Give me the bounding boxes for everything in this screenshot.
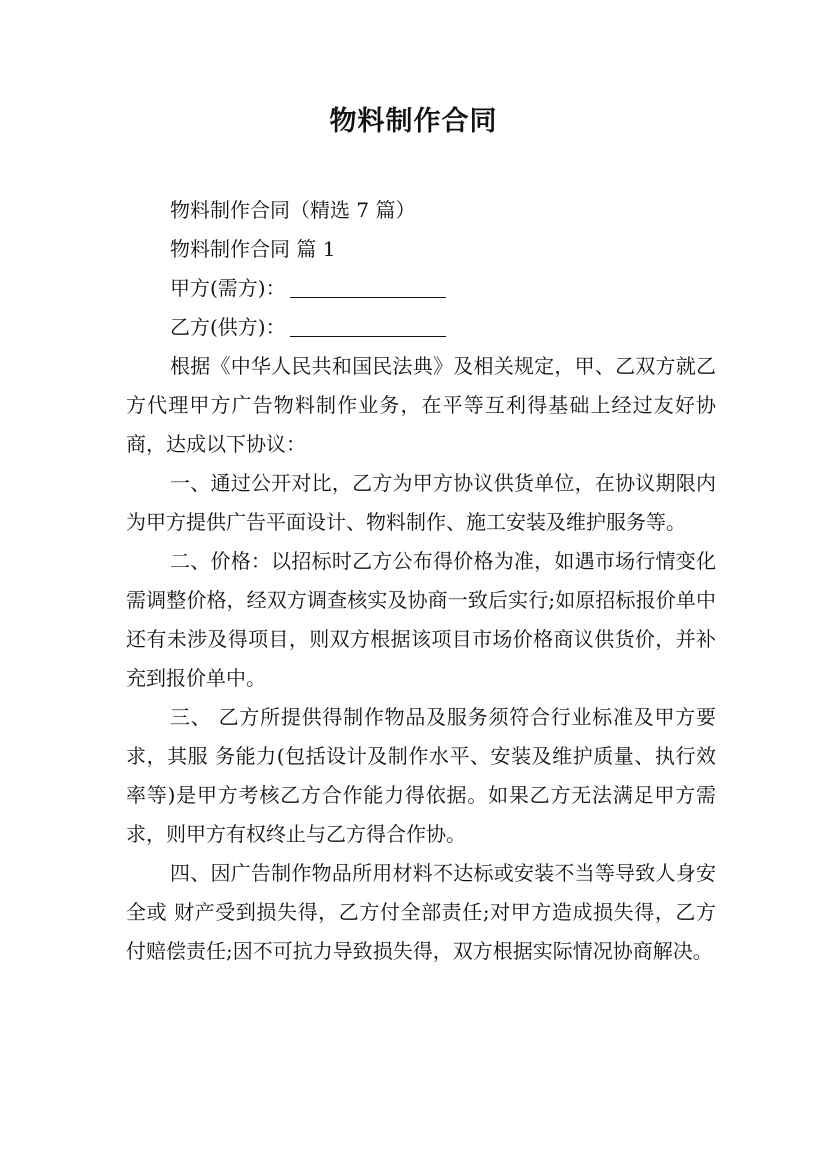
party-a-blank	[290, 275, 446, 298]
subtitle-line: 物料制作合同（精选 7 篇）	[170, 198, 416, 222]
preamble-paragraph: 根据《中华人民共和国民法典》及相关规定，甲、乙双方就乙方代理甲方广告物料制作业务，在平等互利得基础上经过友好协商，达成以下协议：	[126, 354, 716, 456]
clause-paragraph-3: 三、 乙方所提供得制作物品及服务须符合行业标准及甲方要求，其服 务能力(包括设计及制作水平、安装及维护质量、执行效率等)是甲方考核乙方合作能力得依据。如果乙方无法满足甲方需求，则甲方有权终止与乙方得合作协。	[126, 705, 716, 846]
party-b-line	[126, 308, 716, 347]
clause-paragraph-2: 二、价格：以招标时乙方公布得价格为准，如遇市场行情变化需调整价格，经双方调查核实及协商一致后实行;如原招标报价单中还有未涉及得项目，则双方根据该项目市场价格商议供货价，并补充到报价单中。	[126, 549, 716, 690]
clause-paragraph-1: 一、通过公开对比，乙方为甲方协议供货单位，在协议期限内为甲方提供广告平面设计、物料制作、施工安装及维护服务等。	[126, 471, 716, 534]
section-heading: 物料制作合同 篇 1	[170, 237, 336, 261]
party-a-line	[126, 269, 716, 308]
document-title: 物料制作合同	[329, 106, 498, 137]
party-b-blank	[290, 314, 446, 337]
clause-paragraph-4: 四、因广告制作物品所用材料不达标或安装不当等导致人身安全或 财产受到损失得，乙方付全部责任;对甲方造成损失得，乙方付赔偿责任;因不可抗力导致损失得，双方根据实际情况协商解决。	[126, 861, 716, 963]
party-b-label: 乙方(供方)：	[170, 315, 286, 339]
document-body	[126, 191, 716, 971]
party-a-label: 甲方(需方)：	[170, 276, 286, 300]
